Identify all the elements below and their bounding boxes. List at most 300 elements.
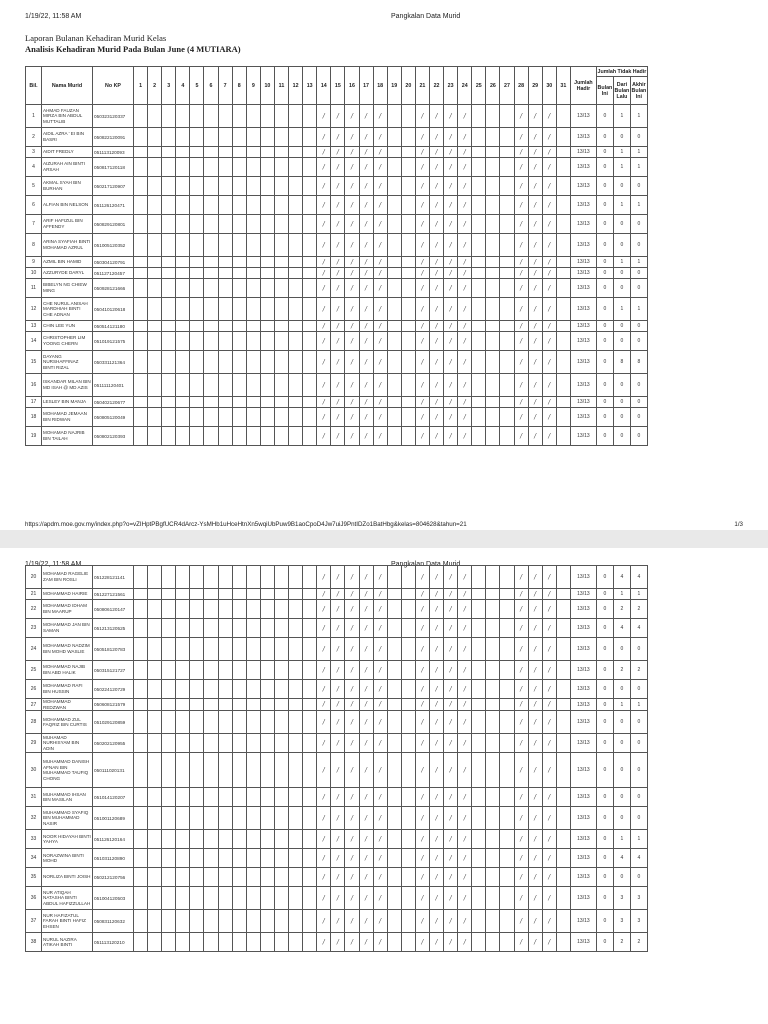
day-cell: / — [528, 807, 542, 830]
day-cell — [486, 868, 500, 887]
day-cell: / — [373, 427, 387, 446]
row-dari-bulan-lalu: 1 — [613, 257, 630, 268]
day-cell — [274, 699, 288, 711]
day-cell — [401, 128, 415, 147]
day-cell — [232, 699, 246, 711]
day-cell: / — [458, 699, 472, 711]
day-cell — [190, 830, 204, 849]
col-kp-header: No KP — [93, 67, 134, 105]
day-cell — [486, 600, 500, 619]
day-cell: / — [317, 619, 331, 638]
day-cell — [134, 619, 148, 638]
day-cell — [556, 147, 570, 158]
day-cell — [218, 158, 232, 177]
row-akhir-bulan-ini: 0 — [630, 397, 647, 408]
day-cell: / — [429, 397, 443, 408]
table-row — [26, 830, 648, 849]
day-cell — [218, 753, 232, 788]
col-day-header: 7 — [218, 67, 232, 105]
day-cell — [500, 298, 514, 321]
row-jumlah-hadir: 13/13 — [570, 105, 596, 128]
day-cell: / — [415, 807, 429, 830]
day-cell — [260, 661, 274, 680]
day-cell: / — [514, 807, 528, 830]
row-student-name: NURUL NAZIRA ATIKAH BINTI — [42, 933, 93, 952]
day-cell: / — [415, 680, 429, 699]
day-cell: / — [542, 268, 556, 279]
day-cell: / — [373, 351, 387, 374]
day-cell: / — [429, 298, 443, 321]
day-cell — [274, 332, 288, 351]
day-cell: / — [458, 105, 472, 128]
day-cell: / — [444, 351, 458, 374]
day-cell — [190, 868, 204, 887]
day-cell — [190, 128, 204, 147]
day-cell: / — [514, 619, 528, 638]
day-cell: / — [415, 638, 429, 661]
day-cell — [274, 734, 288, 753]
day-cell — [500, 374, 514, 397]
row-kp-number: 050518120783 — [93, 638, 134, 661]
day-cell — [387, 619, 401, 638]
day-cell: / — [331, 105, 345, 128]
day-cell — [134, 397, 148, 408]
day-cell — [246, 619, 260, 638]
day-cell: / — [317, 374, 331, 397]
day-cell — [260, 374, 274, 397]
day-cell — [218, 699, 232, 711]
day-cell — [176, 321, 190, 332]
day-cell — [303, 321, 317, 332]
day-cell — [218, 680, 232, 699]
day-cell — [500, 638, 514, 661]
day-cell — [260, 753, 274, 788]
day-cell — [387, 147, 401, 158]
day-cell: / — [528, 215, 542, 234]
day-cell — [232, 257, 246, 268]
day-cell: / — [458, 830, 472, 849]
row-dari-bulan-lalu: 1 — [613, 158, 630, 177]
row-student-name: ISKANDAR MILAN BIN MD ISAH @ MD AZIS — [42, 374, 93, 397]
day-cell — [218, 196, 232, 215]
day-cell: / — [359, 788, 373, 807]
row-bil: 8 — [26, 234, 42, 257]
day-cell — [289, 298, 303, 321]
day-cell — [162, 868, 176, 887]
day-cell: / — [373, 933, 387, 952]
day-cell — [260, 128, 274, 147]
day-cell — [556, 332, 570, 351]
day-cell — [303, 408, 317, 427]
row-student-name: MOHAMMAD ZUL FAQRIZ BIN CURTIS — [42, 711, 93, 734]
day-cell: / — [528, 711, 542, 734]
day-cell: / — [331, 680, 345, 699]
day-cell: / — [317, 638, 331, 661]
day-cell — [134, 849, 148, 868]
day-cell: / — [331, 268, 345, 279]
row-bulan-ini: 0 — [596, 234, 613, 257]
day-cell: / — [458, 196, 472, 215]
row-kp-number: 051127120457 — [93, 268, 134, 279]
day-cell: / — [373, 128, 387, 147]
row-akhir-bulan-ini: 0 — [630, 788, 647, 807]
day-cell: / — [359, 699, 373, 711]
day-cell — [148, 933, 162, 952]
day-cell: / — [444, 298, 458, 321]
day-cell: / — [359, 753, 373, 788]
day-cell — [232, 397, 246, 408]
row-jumlah-hadir: 13/13 — [570, 849, 596, 868]
day-cell — [218, 427, 232, 446]
day-cell: / — [345, 177, 359, 196]
day-cell: / — [317, 332, 331, 351]
day-cell — [303, 807, 317, 830]
day-cell: / — [514, 910, 528, 933]
day-cell — [260, 638, 274, 661]
row-bulan-ini: 0 — [596, 351, 613, 374]
day-cell — [190, 589, 204, 600]
day-cell — [190, 408, 204, 427]
day-cell — [232, 177, 246, 196]
day-cell — [303, 619, 317, 638]
table-row — [26, 619, 648, 638]
day-cell — [176, 788, 190, 807]
day-cell — [472, 887, 486, 910]
day-cell: / — [542, 807, 556, 830]
day-cell: / — [528, 638, 542, 661]
day-cell — [500, 215, 514, 234]
day-cell: / — [345, 933, 359, 952]
day-cell — [260, 933, 274, 952]
day-cell: / — [317, 807, 331, 830]
app-title: Pangkalan Data Murid — [391, 561, 461, 568]
table-row — [26, 661, 648, 680]
row-student-name: AZZURYDE DARYL — [42, 268, 93, 279]
day-cell: / — [528, 268, 542, 279]
day-cell: / — [331, 158, 345, 177]
row-akhir-bulan-ini: 0 — [630, 374, 647, 397]
day-cell — [148, 600, 162, 619]
row-akhir-bulan-ini: 4 — [630, 619, 647, 638]
day-cell — [387, 408, 401, 427]
row-kp-number: 050829120801 — [93, 215, 134, 234]
col-day-header: 8 — [232, 67, 246, 105]
day-cell: / — [415, 788, 429, 807]
row-dari-bulan-lalu: 0 — [613, 868, 630, 887]
day-cell — [303, 638, 317, 661]
day-cell — [218, 105, 232, 128]
row-dari-bulan-lalu: 0 — [613, 427, 630, 446]
row-kp-number: 050608121579 — [93, 699, 134, 711]
day-cell: / — [528, 147, 542, 158]
day-cell — [148, 234, 162, 257]
day-cell — [246, 830, 260, 849]
day-cell — [289, 868, 303, 887]
row-student-name: NORLIZA BINTI JOISH — [42, 868, 93, 887]
row-akhir-bulan-ini: 0 — [630, 321, 647, 332]
day-cell — [472, 619, 486, 638]
table-row — [26, 638, 648, 661]
day-cell — [486, 589, 500, 600]
day-cell — [303, 566, 317, 589]
table-row — [26, 196, 648, 215]
day-cell: / — [429, 128, 443, 147]
day-cell: / — [331, 374, 345, 397]
row-bil: 17 — [26, 397, 42, 408]
page-url-link[interactable]: https://apdm.moe.gov.my/index.php?o=vZIHptPBgfUCR4dArcz-YsMHb1uHceHtnXn5wqiUbPuw9B1aoCpoD4Jw7uiJ9PntIDZo1BatHbg&kelas=804628&tahun=21 — [25, 521, 467, 528]
day-cell: / — [444, 933, 458, 952]
day-cell — [401, 351, 415, 374]
row-akhir-bulan-ini: 1 — [630, 105, 647, 128]
day-cell: / — [542, 321, 556, 332]
day-cell — [260, 332, 274, 351]
day-cell — [148, 711, 162, 734]
day-cell — [303, 427, 317, 446]
day-cell — [486, 753, 500, 788]
row-student-name: MUHAMMAD SYAFIQ BIN MUHAMMAD NASIR — [42, 807, 93, 830]
day-cell: / — [528, 177, 542, 196]
day-cell — [232, 711, 246, 734]
print-header — [25, 13, 743, 23]
day-cell — [148, 408, 162, 427]
day-cell: / — [317, 830, 331, 849]
day-cell — [162, 589, 176, 600]
day-cell — [486, 298, 500, 321]
day-cell: / — [458, 887, 472, 910]
day-cell: / — [359, 566, 373, 589]
day-cell — [472, 933, 486, 952]
day-cell: / — [345, 158, 359, 177]
day-cell: / — [373, 397, 387, 408]
day-cell — [204, 351, 218, 374]
day-cell: / — [331, 933, 345, 952]
day-cell — [387, 661, 401, 680]
table-row — [26, 158, 648, 177]
day-cell — [246, 298, 260, 321]
day-cell — [218, 408, 232, 427]
day-cell — [472, 128, 486, 147]
row-bil: 33 — [26, 830, 42, 849]
day-cell — [274, 868, 288, 887]
day-cell — [556, 351, 570, 374]
day-cell: / — [359, 849, 373, 868]
day-cell — [232, 661, 246, 680]
col-day-header: 29 — [528, 67, 542, 105]
day-cell: / — [429, 158, 443, 177]
day-cell — [486, 268, 500, 279]
day-cell: / — [528, 234, 542, 257]
day-cell: / — [415, 128, 429, 147]
day-cell — [162, 332, 176, 351]
day-cell: / — [458, 177, 472, 196]
day-cell — [176, 408, 190, 427]
day-cell — [387, 887, 401, 910]
row-dari-bulan-lalu: 3 — [613, 910, 630, 933]
day-cell — [401, 298, 415, 321]
day-cell — [289, 680, 303, 699]
col-day-header: 20 — [401, 67, 415, 105]
day-cell: / — [444, 279, 458, 298]
day-cell — [232, 600, 246, 619]
day-cell — [274, 788, 288, 807]
day-cell — [246, 638, 260, 661]
day-cell: / — [317, 105, 331, 128]
day-cell — [176, 830, 190, 849]
day-cell: / — [345, 849, 359, 868]
day-cell — [401, 788, 415, 807]
day-cell: / — [458, 215, 472, 234]
day-cell — [148, 177, 162, 196]
day-cell — [134, 374, 148, 397]
day-cell: / — [373, 830, 387, 849]
day-cell — [500, 680, 514, 699]
day-cell — [260, 408, 274, 427]
table-row — [26, 933, 648, 952]
day-cell: / — [317, 147, 331, 158]
day-cell — [274, 830, 288, 849]
day-cell — [148, 680, 162, 699]
row-bulan-ini: 0 — [596, 321, 613, 332]
day-cell — [556, 268, 570, 279]
day-cell: / — [317, 933, 331, 952]
day-cell — [289, 734, 303, 753]
day-cell — [486, 680, 500, 699]
day-cell: / — [528, 887, 542, 910]
day-cell — [176, 147, 190, 158]
row-akhir-bulan-ini: 0 — [630, 868, 647, 887]
row-akhir-bulan-ini: 2 — [630, 661, 647, 680]
day-cell — [134, 734, 148, 753]
day-cell — [401, 408, 415, 427]
day-cell — [274, 105, 288, 128]
table-row — [26, 397, 648, 408]
day-cell: / — [317, 849, 331, 868]
day-cell — [472, 699, 486, 711]
day-cell — [556, 680, 570, 699]
row-jumlah-hadir: 13/13 — [570, 427, 596, 446]
day-cell — [486, 351, 500, 374]
day-cell — [556, 196, 570, 215]
day-cell: / — [317, 234, 331, 257]
day-cell — [190, 215, 204, 234]
day-cell: / — [444, 147, 458, 158]
day-cell — [190, 849, 204, 868]
day-cell: / — [542, 868, 556, 887]
day-cell — [232, 753, 246, 788]
day-cell — [204, 868, 218, 887]
day-cell — [204, 830, 218, 849]
day-cell: / — [458, 427, 472, 446]
day-cell: / — [528, 332, 542, 351]
day-cell: / — [331, 600, 345, 619]
day-cell — [190, 257, 204, 268]
day-cell: / — [345, 351, 359, 374]
row-kp-number: 050802120393 — [93, 427, 134, 446]
day-cell: / — [514, 887, 528, 910]
day-cell — [472, 321, 486, 332]
day-cell — [232, 589, 246, 600]
day-cell — [500, 234, 514, 257]
day-cell — [486, 910, 500, 933]
day-cell: / — [359, 734, 373, 753]
day-cell: / — [528, 619, 542, 638]
day-cell — [556, 638, 570, 661]
col-day-header: 31 — [556, 67, 570, 105]
day-cell — [303, 910, 317, 933]
day-cell — [190, 298, 204, 321]
day-cell: / — [317, 397, 331, 408]
day-cell: / — [359, 807, 373, 830]
day-cell — [162, 374, 176, 397]
day-cell — [190, 661, 204, 680]
day-cell — [218, 257, 232, 268]
day-cell: / — [542, 257, 556, 268]
day-cell — [500, 177, 514, 196]
table-row — [26, 589, 648, 600]
day-cell: / — [415, 600, 429, 619]
col-day-header: 25 — [472, 67, 486, 105]
day-cell — [556, 321, 570, 332]
day-cell — [401, 619, 415, 638]
day-cell — [486, 566, 500, 589]
day-cell — [289, 158, 303, 177]
day-cell: / — [373, 680, 387, 699]
day-cell: / — [415, 397, 429, 408]
day-cell — [500, 933, 514, 952]
day-cell: / — [542, 910, 556, 933]
day-cell — [500, 868, 514, 887]
day-cell — [246, 257, 260, 268]
day-cell — [246, 868, 260, 887]
row-bil: 19 — [26, 427, 42, 446]
day-cell — [486, 734, 500, 753]
day-cell: / — [514, 638, 528, 661]
day-cell — [218, 661, 232, 680]
day-cell — [204, 661, 218, 680]
day-cell: / — [359, 887, 373, 910]
row-jumlah-hadir: 13/13 — [570, 234, 596, 257]
day-cell: / — [415, 849, 429, 868]
day-cell — [556, 699, 570, 711]
day-cell — [472, 589, 486, 600]
day-cell — [232, 158, 246, 177]
day-cell — [176, 279, 190, 298]
row-bil: 34 — [26, 849, 42, 868]
day-cell — [232, 351, 246, 374]
day-cell: / — [415, 374, 429, 397]
report-page-2 — [0, 548, 768, 1024]
day-cell: / — [458, 408, 472, 427]
row-bil: 9 — [26, 257, 42, 268]
day-cell — [387, 600, 401, 619]
row-bil: 15 — [26, 351, 42, 374]
day-cell — [260, 887, 274, 910]
day-cell — [246, 147, 260, 158]
day-cell — [260, 196, 274, 215]
day-cell — [289, 257, 303, 268]
day-cell — [472, 105, 486, 128]
day-cell — [289, 711, 303, 734]
day-cell: / — [359, 619, 373, 638]
day-cell — [303, 397, 317, 408]
day-cell — [387, 734, 401, 753]
day-cell — [472, 427, 486, 446]
day-cell: / — [373, 638, 387, 661]
col-tidak-hadir-group-header: Jumlah Tidak Hadir — [597, 68, 647, 75]
day-cell — [556, 566, 570, 589]
day-cell — [162, 711, 176, 734]
day-cell: / — [514, 215, 528, 234]
